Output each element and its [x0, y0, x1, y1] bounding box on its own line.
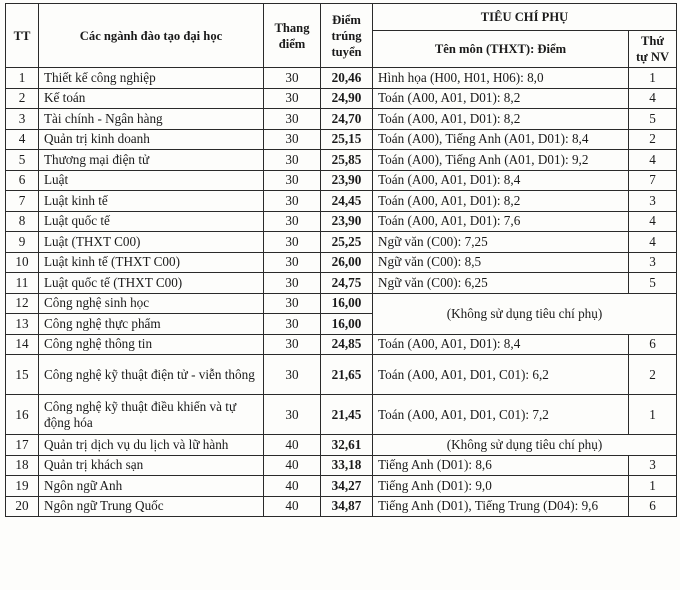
cell-mon: Toán (A00, A01, D01): 8,4 — [373, 334, 629, 355]
cell-diem: 23,90 — [321, 211, 373, 232]
table-row — [6, 191, 677, 212]
cell-nv: 1 — [629, 395, 677, 435]
cell-mon: Toán (A00, A01, D01): 8,2 — [373, 109, 629, 130]
table-row — [6, 395, 677, 435]
cell-nv: 2 — [629, 129, 677, 150]
cell-nganh: Thiết kế công nghiệp — [39, 68, 264, 89]
cell-nganh: Công nghệ thông tin — [39, 334, 264, 355]
cell-nganh: Kế toán — [39, 88, 264, 109]
cell-tt: 17 — [6, 435, 39, 456]
cell-thang: 30 — [264, 273, 321, 294]
cell-nv: 4 — [629, 211, 677, 232]
cell-tt: 16 — [6, 395, 39, 435]
cell-nv: 6 — [629, 334, 677, 355]
cell-nv: 4 — [629, 232, 677, 253]
cell-nganh: Công nghệ thực phẩm — [39, 314, 264, 335]
cell-diem: 24,70 — [321, 109, 373, 130]
cell-nv: 1 — [629, 476, 677, 497]
cell-nganh: Luật kinh tế (THXT C00) — [39, 252, 264, 273]
table-row — [6, 170, 677, 191]
cell-nganh: Quản trị khách sạn — [39, 455, 264, 476]
cell-nganh: Tài chính - Ngân hàng — [39, 109, 264, 130]
cell-nganh: Ngôn ngữ Trung Quốc — [39, 496, 264, 517]
cell-nv: 1 — [629, 68, 677, 89]
table-row — [6, 252, 677, 273]
cell-diem: 23,90 — [321, 170, 373, 191]
table-row — [6, 68, 677, 89]
cell-nv: 5 — [629, 273, 677, 294]
table-row — [6, 476, 677, 497]
cell-nganh: Luật quốc tế — [39, 211, 264, 232]
cell-nv: 3 — [629, 455, 677, 476]
cell-no-criteria: (Không sử dụng tiêu chí phụ) — [373, 435, 677, 456]
cell-nganh: Thương mại điện tử — [39, 150, 264, 171]
cell-nv: 3 — [629, 191, 677, 212]
cell-thang: 30 — [264, 129, 321, 150]
cell-tt: 15 — [6, 355, 39, 395]
cell-tt: 10 — [6, 252, 39, 273]
header-tt: TT — [6, 4, 39, 68]
header-thu-tu-nv: Thứ tự NV — [629, 31, 677, 68]
cell-mon: Toán (A00, A01, D01): 8,2 — [373, 88, 629, 109]
cell-thang: 30 — [264, 355, 321, 395]
cell-tt: 4 — [6, 129, 39, 150]
cell-diem: 16,00 — [321, 314, 373, 335]
header-nganh: Các ngành đào tạo đại học — [39, 4, 264, 68]
cell-tt: 7 — [6, 191, 39, 212]
cell-nganh: Công nghệ sinh học — [39, 293, 264, 314]
cell-diem: 24,85 — [321, 334, 373, 355]
cell-tt: 8 — [6, 211, 39, 232]
cell-nganh: Quản trị kinh doanh — [39, 129, 264, 150]
cell-tt: 1 — [6, 68, 39, 89]
cell-mon: Ngữ văn (C00): 6,25 — [373, 273, 629, 294]
cell-thang: 30 — [264, 232, 321, 253]
table-row — [6, 455, 677, 476]
cell-mon: Ngữ văn (C00): 7,25 — [373, 232, 629, 253]
cell-tt: 11 — [6, 273, 39, 294]
table-row — [6, 355, 677, 395]
cell-nganh: Luật (THXT C00) — [39, 232, 264, 253]
cell-no-criteria: (Không sử dụng tiêu chí phụ) — [373, 293, 677, 334]
cell-nganh: Công nghệ kỹ thuật điện tử - viễn thông — [39, 355, 264, 395]
cell-mon: Tiếng Anh (D01): 8,6 — [373, 455, 629, 476]
cell-nganh: Luật kinh tế — [39, 191, 264, 212]
cell-tt: 5 — [6, 150, 39, 171]
cell-tt: 6 — [6, 170, 39, 191]
cell-diem: 34,27 — [321, 476, 373, 497]
cell-diem: 21,65 — [321, 355, 373, 395]
cell-thang: 30 — [264, 191, 321, 212]
table-row — [6, 88, 677, 109]
cell-nv: 6 — [629, 496, 677, 517]
cell-tt: 14 — [6, 334, 39, 355]
cell-mon: Ngữ văn (C00): 8,5 — [373, 252, 629, 273]
cell-mon: Toán (A00), Tiếng Anh (A01, D01): 9,2 — [373, 150, 629, 171]
cell-diem: 24,75 — [321, 273, 373, 294]
cell-thang: 30 — [264, 314, 321, 335]
cell-diem: 24,45 — [321, 191, 373, 212]
header-tieu-chi-phu: TIÊU CHÍ PHỤ — [373, 4, 677, 31]
cell-diem: 32,61 — [321, 435, 373, 456]
cell-thang: 30 — [264, 88, 321, 109]
cell-thang: 30 — [264, 150, 321, 171]
header-ten-mon: Tên môn (THXT): Điểm — [373, 31, 629, 68]
cell-mon: Hình họa (H00, H01, H06): 8,0 — [373, 68, 629, 89]
table-row — [6, 232, 677, 253]
cell-tt: 13 — [6, 314, 39, 335]
cell-thang: 40 — [264, 455, 321, 476]
cell-thang: 30 — [264, 109, 321, 130]
cell-nv: 7 — [629, 170, 677, 191]
header-thang-diem: Thang điểm — [264, 4, 321, 68]
table-row — [6, 211, 677, 232]
cell-thang: 30 — [264, 68, 321, 89]
cell-nganh: Công nghệ kỹ thuật điều khiển và tự động hóa — [39, 395, 264, 435]
cell-mon: Toán (A00), Tiếng Anh (A01, D01): 8,4 — [373, 129, 629, 150]
cell-nv: 3 — [629, 252, 677, 273]
cell-diem: 34,87 — [321, 496, 373, 517]
cell-diem: 33,18 — [321, 455, 373, 476]
cell-diem: 25,15 — [321, 129, 373, 150]
cell-thang: 30 — [264, 211, 321, 232]
table-row — [6, 435, 677, 456]
cell-tt: 18 — [6, 455, 39, 476]
cell-mon: Tiếng Anh (D01), Tiếng Trung (D04): 9,6 — [373, 496, 629, 517]
cell-tt: 20 — [6, 496, 39, 517]
cell-nganh: Luật — [39, 170, 264, 191]
cell-diem: 24,90 — [321, 88, 373, 109]
table-row — [6, 293, 677, 314]
header-diem-trung-tuyen: Điểm trúng tuyển — [321, 4, 373, 68]
table-row — [6, 150, 677, 171]
cell-diem: 21,45 — [321, 395, 373, 435]
cell-diem: 16,00 — [321, 293, 373, 314]
cell-nv: 4 — [629, 150, 677, 171]
cell-tt: 19 — [6, 476, 39, 497]
cell-nganh: Ngôn ngữ Anh — [39, 476, 264, 497]
cell-thang: 40 — [264, 435, 321, 456]
cell-thang: 30 — [264, 293, 321, 314]
cell-diem: 25,25 — [321, 232, 373, 253]
table-row — [6, 109, 677, 130]
cell-thang: 40 — [264, 496, 321, 517]
table-row — [6, 334, 677, 355]
cell-nganh: Quản trị dịch vụ du lịch và lữ hành — [39, 435, 264, 456]
cell-nv: 5 — [629, 109, 677, 130]
table-row — [6, 129, 677, 150]
cell-mon: Toán (A00, A01, D01): 8,4 — [373, 170, 629, 191]
cell-diem: 20,46 — [321, 68, 373, 89]
admission-scores-table — [5, 3, 677, 517]
cell-thang: 40 — [264, 476, 321, 497]
cell-diem: 26,00 — [321, 252, 373, 273]
cell-mon: Toán (A00, A01, D01, C01): 7,2 — [373, 395, 629, 435]
cell-tt: 12 — [6, 293, 39, 314]
cell-thang: 30 — [264, 395, 321, 435]
cell-thang: 30 — [264, 170, 321, 191]
cell-nv: 2 — [629, 355, 677, 395]
cell-mon: Toán (A00, A01, D01): 7,6 — [373, 211, 629, 232]
cell-tt: 2 — [6, 88, 39, 109]
cell-nganh: Luật quốc tế (THXT C00) — [39, 273, 264, 294]
cell-thang: 30 — [264, 252, 321, 273]
table-row — [6, 273, 677, 294]
cell-mon: Toán (A00, A01, D01, C01): 6,2 — [373, 355, 629, 395]
table-row — [6, 496, 677, 517]
cell-mon: Toán (A00, A01, D01): 8,2 — [373, 191, 629, 212]
cell-tt: 3 — [6, 109, 39, 130]
cell-mon: Tiếng Anh (D01): 9,0 — [373, 476, 629, 497]
cell-thang: 30 — [264, 334, 321, 355]
cell-tt: 9 — [6, 232, 39, 253]
cell-nv: 4 — [629, 88, 677, 109]
cell-diem: 25,85 — [321, 150, 373, 171]
